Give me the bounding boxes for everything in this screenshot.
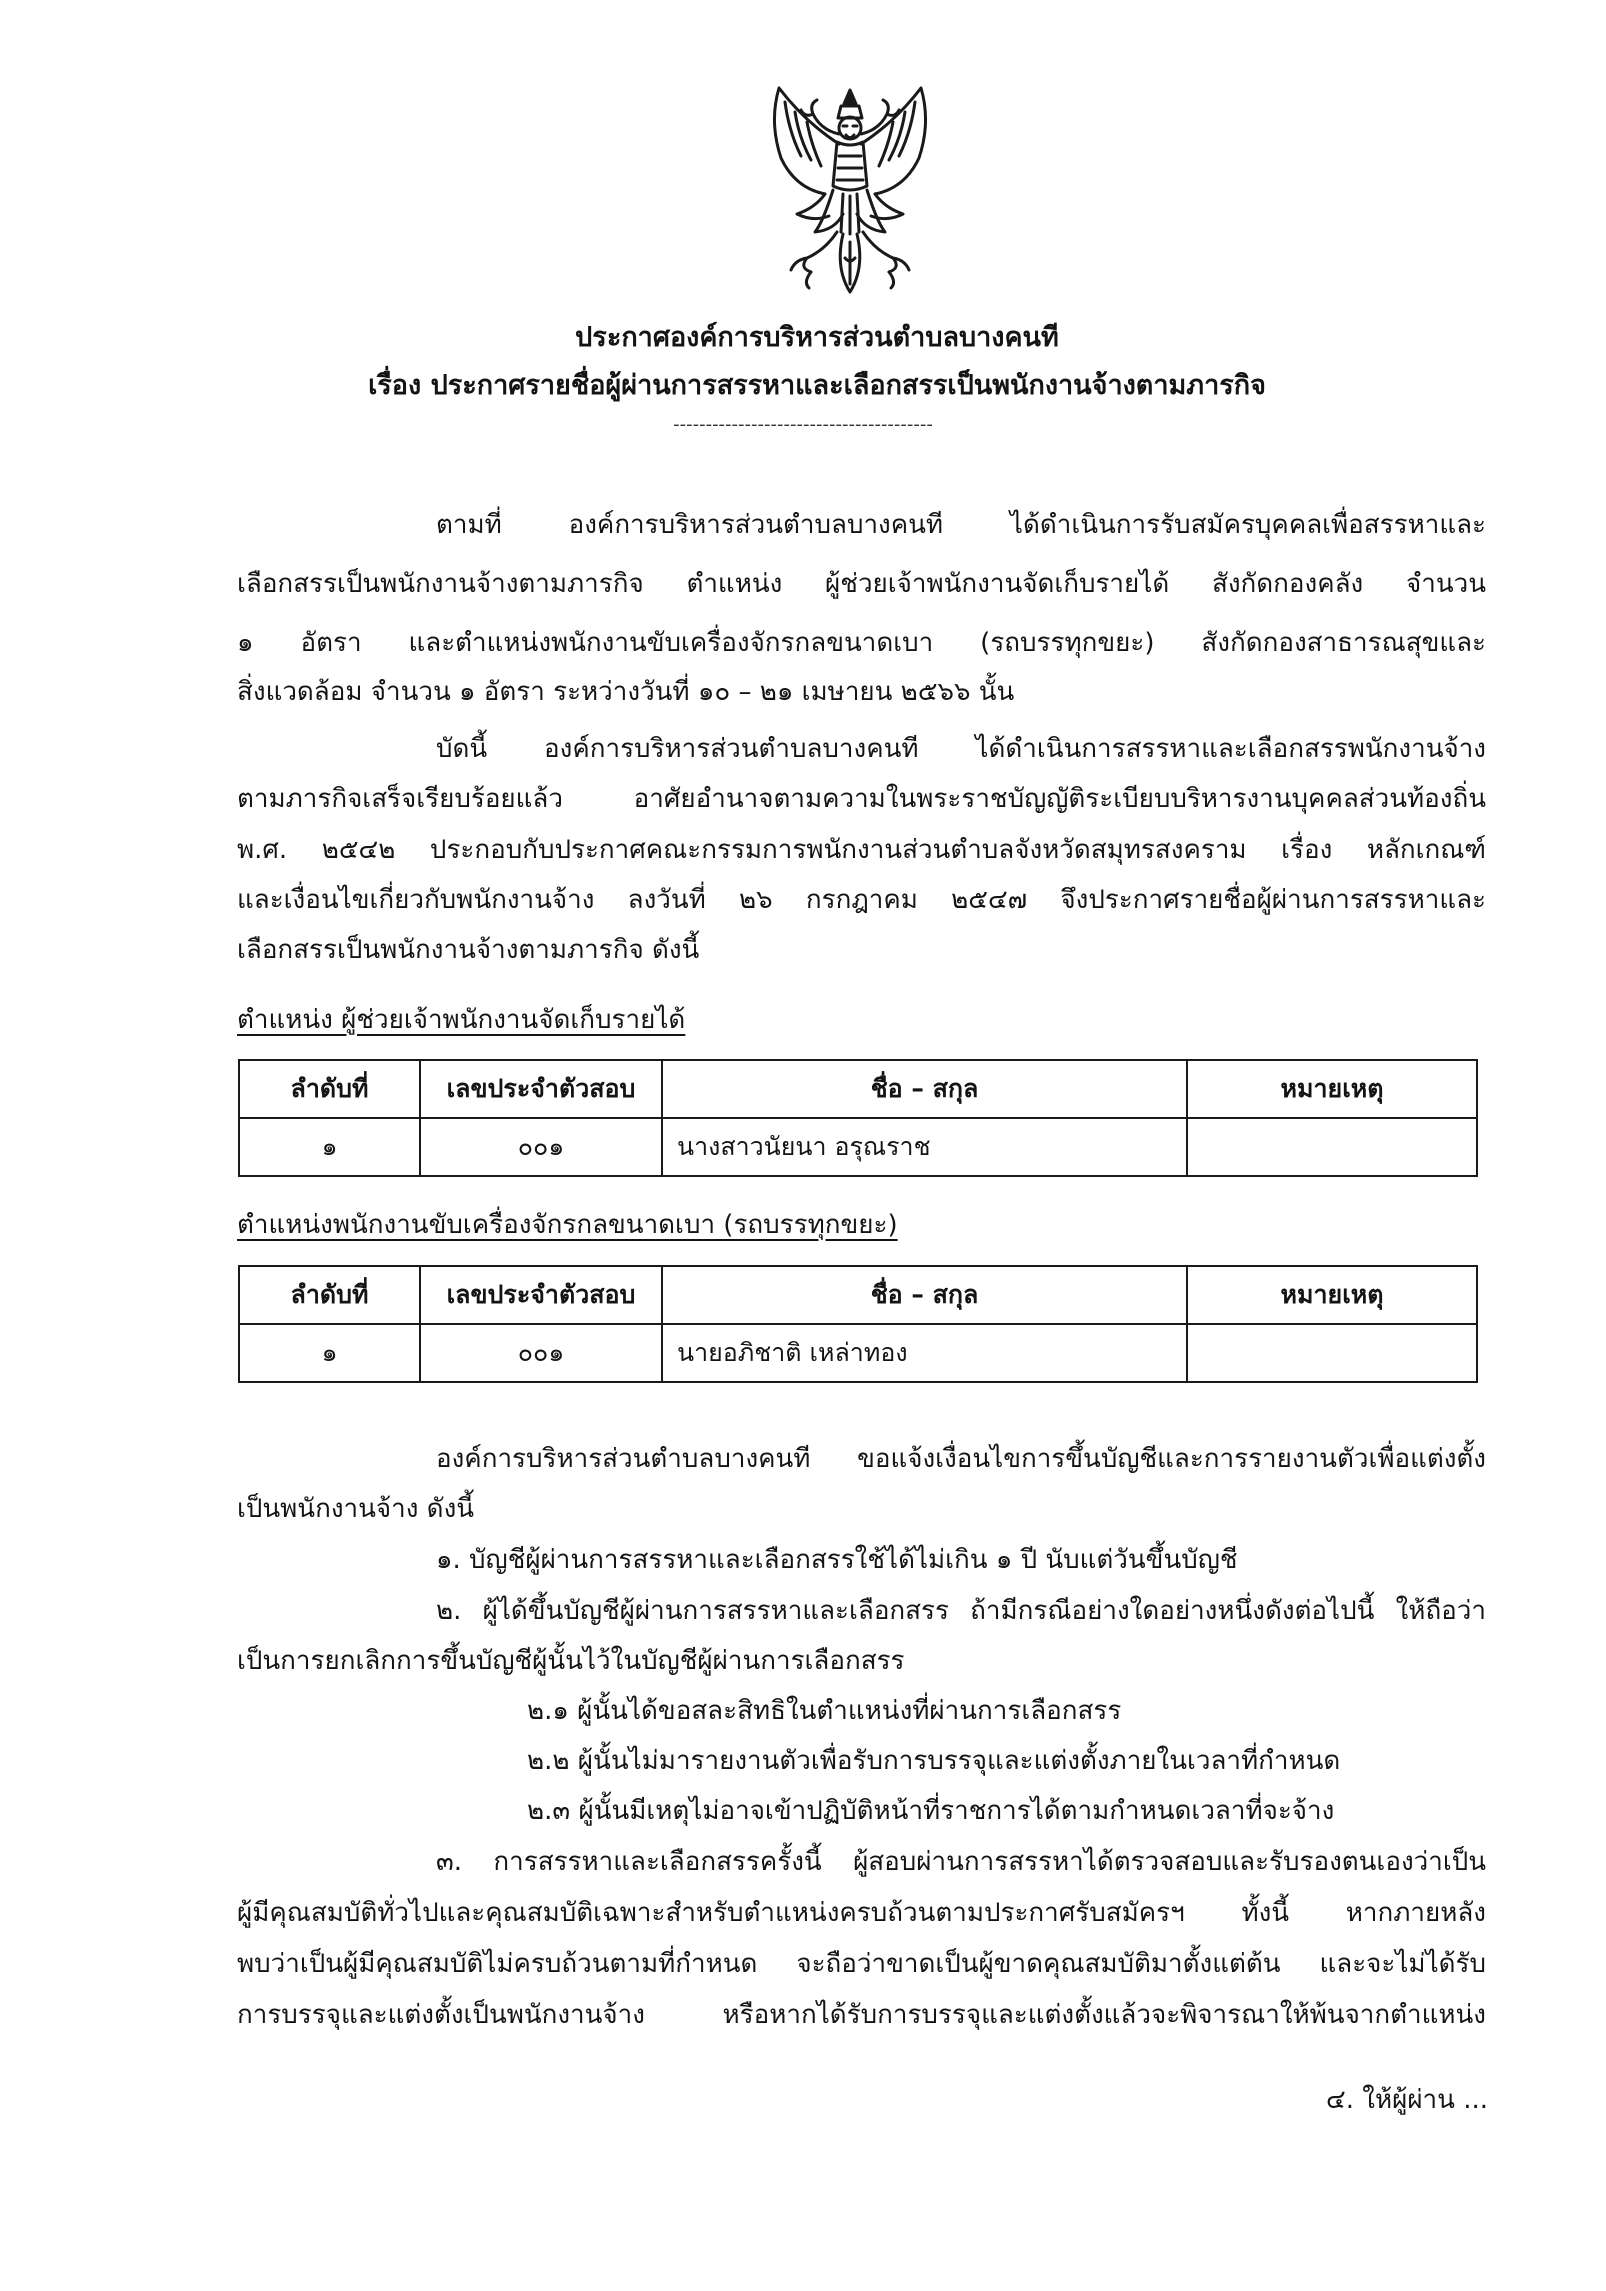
condition-item-3-line1: ๓. การสรรหาและเลือกสรรครั้งนี้ ผู้สอบผ่านการสรรหาได้ตรวจสอบและรับรองตนเองว่าเป็น (436, 1847, 1486, 1877)
para2-line1: บัดนี้ องค์การบริหารส่วนตำบลบางคนที ได้ดำเนินการสรรหาและเลือกสรรพนักงานจ้าง (436, 734, 1486, 764)
section1-candidate-table (238, 1059, 1478, 1177)
cell-name: นางสาวนัยนา อรุณราช (662, 1118, 1187, 1176)
condition-item-2-1: ๒.๑ ผู้นั้นได้ขอสละสิทธิในตำแหน่งที่ผ่านการเลือกสรร (527, 1696, 1122, 1726)
condition-item-3-line2: ผู้มีคุณสมบัติทั่วไปและคุณสมบัติเฉพาะสำหรับตำแหน่งครบถ้วนตามประกาศรับสมัครฯ ทั้งนี้ หากภายหลัง (237, 1898, 1486, 1928)
col-order-header: ลำดับที่ (239, 1266, 420, 1324)
cell-exam-id: ๐๐๑ (420, 1324, 662, 1382)
condition-item-1: ๑. บัญชีผู้ผ่านการสรรหาและเลือกสรรใช้ได้ไม่เกิน ๑ ปี นับแต่วันขึ้นบัญชี (436, 1545, 1238, 1575)
col-name-header: ชื่อ – สกุล (662, 1060, 1187, 1118)
cell-note (1187, 1118, 1477, 1176)
col-note-header: หมายเหตุ (1187, 1266, 1477, 1324)
condition-item-2-3: ๒.๓ ผู้นั้นมีเหตุไม่อาจเข้าปฏิบัติหน้าที่ราชการได้ตามกำหนดเวลาที่จะจ้าง (527, 1796, 1335, 1826)
announcement-subject: เรื่อง ประกาศรายชื่อผู้ผ่านการสรรหาและเลือกสรรเป็นพนักงานจ้างตามภารกิจ (368, 370, 1266, 401)
table-row (239, 1118, 1477, 1176)
col-order-header: ลำดับที่ (239, 1060, 420, 1118)
table-row (239, 1324, 1477, 1382)
cell-note (1187, 1324, 1477, 1382)
col-exam-id-header: เลขประจำตัวสอบ (420, 1266, 662, 1324)
para1-line3: ๑ อัตรา และตำแหน่งพนักงานขับเครื่องจักรกลขนาดเบา (รถบรรทุกขยะ) สังกัดกองสาธารณสุขและ (237, 628, 1486, 658)
condition-item-3-line3: พบว่าเป็นผู้มีคุณสมบัติไม่ครบถ้วนตามที่กำหนด จะถือว่าขาดเป็นผู้ขาดคุณสมบัติมาตั้งแต่ต้น และจะไม่ได้รับ (237, 1949, 1486, 1979)
garuda-emblem-icon (755, 82, 945, 297)
section2-heading: ตำแหน่งพนักงานขับเครื่องจักรกลขนาดเบา (รถบรรทุกขยะ) (237, 1210, 898, 1240)
para1-line2: เลือกสรรเป็นพนักงานจ้างตามภารกิจ ตำแหน่ง ผู้ช่วยเจ้าพนักงานจัดเก็บรายได้ สังกัดกองคลัง จำนวน (237, 569, 1486, 599)
announcement-title: ประกาศองค์การบริหารส่วนตำบลบางคนที (575, 322, 1059, 353)
col-exam-id-header: เลขประจำตัวสอบ (420, 1060, 662, 1118)
para1-line4: สิ่งแวดล้อม จำนวน ๑ อัตรา ระหว่างวันที่ ๑๐ – ๒๑ เมษายน ๒๕๖๖ นั้น (237, 677, 1015, 707)
para2-line5: เลือกสรรเป็นพนักงานจ้างตามภารกิจ ดังนี้ (237, 935, 700, 965)
title-separator: ---------------------------------------- (673, 414, 933, 435)
cell-order: ๑ (239, 1118, 420, 1176)
para2-line3: พ.ศ. ๒๕๔๒ ประกอบกับประกาศคณะกรรมการพนักงานส่วนตำบลจังหวัดสมุทรสงคราม เรื่อง หลักเกณฑ์ (237, 835, 1486, 865)
conditions-intro-line1: องค์การบริหารส่วนตำบลบางคนที ขอแจ้งเงื่อนไขการขึ้นบัญชีและการรายงานตัวเพื่อแต่งตั้ง (436, 1444, 1486, 1474)
table-header-row (239, 1266, 1477, 1324)
condition-item-2-line2: เป็นการยกเลิกการขึ้นบัญชีผู้นั้นไว้ในบัญชีผู้ผ่านการเลือกสรร (237, 1646, 905, 1676)
condition-item-2-2: ๒.๒ ผู้นั้นไม่มารายงานตัวเพื่อรับการบรรจุและแต่งตั้งภายในเวลาที่กำหนด (527, 1746, 1341, 1776)
cell-exam-id: ๐๐๑ (420, 1118, 662, 1176)
cell-name: นายอภิชาติ เหล่าทอง (662, 1324, 1187, 1382)
conditions-intro-line2: เป็นพนักงานจ้าง ดังนี้ (237, 1494, 475, 1524)
page-continuation: ๔. ให้ผู้ผ่าน ... (1326, 2085, 1488, 2115)
col-note-header: หมายเหตุ (1187, 1060, 1477, 1118)
col-name-header: ชื่อ – สกุล (662, 1266, 1187, 1324)
para1-line1: ตามที่ องค์การบริหารส่วนตำบลบางคนที ได้ดำเนินการรับสมัครบุคคลเพื่อสรรหาและ (436, 510, 1486, 540)
table-header-row (239, 1060, 1477, 1118)
section1-heading: ตำแหน่ง ผู้ช่วยเจ้าพนักงานจัดเก็บรายได้ (237, 1005, 686, 1035)
condition-item-2-line1: ๒. ผู้ได้ขึ้นบัญชีผู้ผ่านการสรรหาและเลือกสรร ถ้ามีกรณีอย่างใดอย่างหนึ่งดังต่อไปนี้ ให้ถือว่า (436, 1596, 1486, 1626)
section2-candidate-table (238, 1265, 1478, 1383)
para2-line2: ตามภารกิจเสร็จเรียบร้อยแล้ว อาศัยอำนาจตามความในพระราชบัญญัติระเบียบบริหารงานบุคคลส่วนท้องถิ่น (237, 784, 1486, 814)
cell-order: ๑ (239, 1324, 420, 1382)
condition-item-3-line4: การบรรจุและแต่งตั้งเป็นพนักงานจ้าง หรือหากได้รับการบรรจุและแต่งตั้งแล้วจะพิจารณาให้พ้นจากตำแหน่ง (237, 2000, 1486, 2030)
para2-line4: และเงื่อนไขเกี่ยวกับพนักงานจ้าง ลงวันที่ ๒๖ กรกฎาคม ๒๕๔๗ จึงประกาศรายชื่อผู้ผ่านการสรรหาและ (237, 885, 1486, 915)
